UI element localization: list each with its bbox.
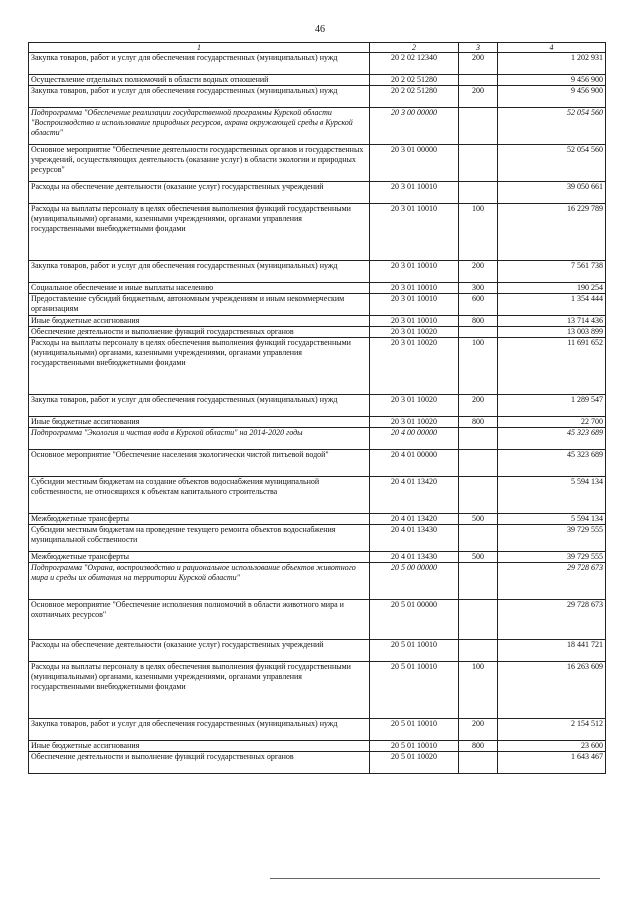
table-row <box>29 338 606 395</box>
row-expense-type <box>459 450 498 477</box>
row-sum: 13 003 899 <box>498 327 606 338</box>
row-sum: 29 728 673 <box>498 563 606 600</box>
row-expense-type: 800 <box>459 417 498 428</box>
table-row <box>29 182 606 204</box>
row-expense-type: 200 <box>459 261 498 283</box>
row-code: 20 4 01 13420 <box>370 514 459 525</box>
row-code: 20 3 01 10010 <box>370 204 459 261</box>
row-sum: 1 289 547 <box>498 395 606 417</box>
row-code: 20 3 01 10010 <box>370 283 459 294</box>
footer-rule <box>270 878 600 879</box>
row-code: 20 4 01 13420 <box>370 477 459 514</box>
row-code: 20 5 01 10010 <box>370 741 459 752</box>
row-sum: 45 323 689 <box>498 428 606 450</box>
table-row <box>29 316 606 327</box>
row-expense-type <box>459 108 498 145</box>
table-row <box>29 294 606 316</box>
row-sum: 190 254 <box>498 283 606 294</box>
row-name: Расходы на выплаты персоналу в целях обеспечения выполнения функций государственными (муниципальными) органами, казенными учреждениями, органами управления государственными внебюджетными фондами <box>29 204 370 261</box>
row-name: Основное мероприятие "Обеспечение исполнения полномочий в области животного мира и охотничьих ресурсов" <box>29 600 370 640</box>
table-row <box>29 204 606 261</box>
row-code: 20 2 02 51280 <box>370 86 459 108</box>
row-code: 20 3 01 10010 <box>370 316 459 327</box>
row-sum: 29 728 673 <box>498 600 606 640</box>
row-expense-type: 200 <box>459 86 498 108</box>
row-code: 20 3 01 10020 <box>370 417 459 428</box>
row-name: Расходы на обеспечение деятельности (оказание услуг) государственных учреждений <box>29 640 370 662</box>
row-expense-type: 100 <box>459 338 498 395</box>
row-code: 20 3 01 10010 <box>370 261 459 283</box>
row-code: 20 5 00 00000 <box>370 563 459 600</box>
row-name: Основное мероприятие "Обеспечение населения экологически чистой питьевой водой" <box>29 450 370 477</box>
row-code: 20 4 01 13430 <box>370 552 459 563</box>
table-row <box>29 395 606 417</box>
row-expense-type: 200 <box>459 395 498 417</box>
row-name: Подпрограмма "Охрана, воспроизводство и рациональное использование объектов животного мира и среды их обитания на территории Курской области" <box>29 563 370 600</box>
table-row <box>29 514 606 525</box>
row-sum: 5 594 134 <box>498 514 606 525</box>
row-sum: 1 354 444 <box>498 294 606 316</box>
table-row <box>29 53 606 75</box>
row-expense-type <box>459 75 498 86</box>
row-sum: 13 714 436 <box>498 316 606 327</box>
row-name: Расходы на выплаты персоналу в целях обеспечения выполнения функций государственными (муниципальными) органами, казенными учреждениями, органами управления государственными внебюджетными фондами <box>29 338 370 395</box>
row-name: Подпрограмма "Экология и чистая вода в Курской области" на 2014-2020 годы <box>29 428 370 450</box>
row-expense-type: 100 <box>459 662 498 719</box>
row-expense-type <box>459 182 498 204</box>
row-code: 20 2 02 51280 <box>370 75 459 86</box>
column-header-code: 2 <box>370 43 459 53</box>
column-header-name: 1 <box>29 43 370 53</box>
page-number: 46 <box>315 24 325 35</box>
row-code: 20 3 01 10020 <box>370 338 459 395</box>
row-expense-type <box>459 640 498 662</box>
row-code: 20 3 00 00000 <box>370 108 459 145</box>
row-sum: 9 456 900 <box>498 75 606 86</box>
row-code: 20 5 01 10010 <box>370 719 459 741</box>
row-name: Расходы на выплаты персоналу в целях обеспечения выполнения функций государственными (муниципальными) органами, казенными учреждениями, органами управления государственными внебюджетными фондами <box>29 662 370 719</box>
table-row <box>29 741 606 752</box>
row-sum: 16 229 789 <box>498 204 606 261</box>
row-expense-type: 200 <box>459 53 498 75</box>
row-name: Закупка товаров, работ и услуг для обеспечения государственных (муниципальных) нужд <box>29 86 370 108</box>
row-expense-type <box>459 752 498 774</box>
row-expense-type <box>459 477 498 514</box>
row-sum: 18 441 721 <box>498 640 606 662</box>
table-row <box>29 327 606 338</box>
row-expense-type: 100 <box>459 204 498 261</box>
row-sum: 9 456 900 <box>498 86 606 108</box>
table-row <box>29 145 606 182</box>
table-header-row <box>29 43 606 53</box>
row-code: 20 3 01 00000 <box>370 145 459 182</box>
row-name: Предоставление субсидий бюджетным, автономным учреждениям и иным некоммерческим организациям <box>29 294 370 316</box>
row-code: 20 5 01 10010 <box>370 662 459 719</box>
column-header-expense-type: 3 <box>459 43 498 53</box>
table-row <box>29 563 606 600</box>
row-code: 20 5 01 10010 <box>370 640 459 662</box>
row-sum: 7 561 738 <box>498 261 606 283</box>
row-sum: 11 691 652 <box>498 338 606 395</box>
row-name: Расходы на обеспечение деятельности (оказание услуг) государственных учреждений <box>29 182 370 204</box>
row-sum: 1 643 467 <box>498 752 606 774</box>
row-expense-type <box>459 563 498 600</box>
row-name: Осуществление отдельных полномочий в области водных отношений <box>29 75 370 86</box>
row-name: Иные бюджетные ассигнования <box>29 417 370 428</box>
table-row <box>29 552 606 563</box>
row-code: 20 5 01 00000 <box>370 600 459 640</box>
table-row <box>29 108 606 145</box>
row-name: Закупка товаров, работ и услуг для обеспечения государственных (муниципальных) нужд <box>29 719 370 741</box>
row-expense-type: 500 <box>459 514 498 525</box>
table-row <box>29 75 606 86</box>
row-sum: 22 700 <box>498 417 606 428</box>
table-row <box>29 752 606 774</box>
row-expense-type: 300 <box>459 283 498 294</box>
table-row <box>29 640 606 662</box>
row-expense-type <box>459 525 498 552</box>
row-sum: 39 050 661 <box>498 182 606 204</box>
table-row <box>29 283 606 294</box>
row-name: Социальное обеспечение и иные выплаты населению <box>29 283 370 294</box>
table-row <box>29 417 606 428</box>
row-sum: 52 054 560 <box>498 145 606 182</box>
table-row <box>29 86 606 108</box>
row-expense-type: 200 <box>459 719 498 741</box>
row-name: Иные бюджетные ассигнования <box>29 316 370 327</box>
row-sum: 16 263 609 <box>498 662 606 719</box>
row-code: 20 4 01 13430 <box>370 525 459 552</box>
row-expense-type: 800 <box>459 741 498 752</box>
row-name: Обеспечение деятельности и выполнение функций государственных органов <box>29 327 370 338</box>
column-header-sum: 4 <box>498 43 606 53</box>
row-name: Закупка товаров, работ и услуг для обеспечения государственных (муниципальных) нужд <box>29 53 370 75</box>
row-expense-type <box>459 600 498 640</box>
row-sum: 2 154 512 <box>498 719 606 741</box>
table-row <box>29 261 606 283</box>
table-row <box>29 662 606 719</box>
row-sum: 39 729 555 <box>498 552 606 563</box>
row-sum: 52 054 560 <box>498 108 606 145</box>
table-row <box>29 719 606 741</box>
row-code: 20 4 00 00000 <box>370 428 459 450</box>
row-expense-type <box>459 145 498 182</box>
row-expense-type: 600 <box>459 294 498 316</box>
row-sum: 39 729 555 <box>498 525 606 552</box>
table-row <box>29 600 606 640</box>
table-row <box>29 477 606 514</box>
row-name: Подпрограмма "Обеспечение реализации государственной программы Курской области "Воспроизводство и использование природных ресурсов, охрана окружающей среды в Курской области" <box>29 108 370 145</box>
row-expense-type: 500 <box>459 552 498 563</box>
row-expense-type <box>459 327 498 338</box>
row-sum: 45 323 689 <box>498 450 606 477</box>
row-expense-type: 800 <box>459 316 498 327</box>
row-code: 20 3 01 10020 <box>370 327 459 338</box>
row-name: Иные бюджетные ассигнования <box>29 741 370 752</box>
table-row <box>29 428 606 450</box>
row-expense-type <box>459 428 498 450</box>
row-sum: 1 202 931 <box>498 53 606 75</box>
row-name: Обеспечение деятельности и выполнение функций государственных органов <box>29 752 370 774</box>
row-code: 20 3 01 10020 <box>370 395 459 417</box>
row-code: 20 3 01 10010 <box>370 294 459 316</box>
row-code: 20 5 01 10020 <box>370 752 459 774</box>
row-name: Субсидии местным бюджетам на создание объектов водоснабжения муниципальной собственности, не относящихся к объектам капитального строительства <box>29 477 370 514</box>
row-name: Межбюджетные трансферты <box>29 552 370 563</box>
row-name: Основное мероприятие "Обеспечение деятельности государственных органов и государственных учреждений, осуществляющих деятельность (оказание услуг) в области экологии и природных ресурсов" <box>29 145 370 182</box>
row-sum: 5 594 134 <box>498 477 606 514</box>
table-row <box>29 525 606 552</box>
row-code: 20 4 01 00000 <box>370 450 459 477</box>
budget-table <box>28 42 606 774</box>
row-name: Закупка товаров, работ и услуг для обеспечения государственных (муниципальных) нужд <box>29 395 370 417</box>
row-sum: 23 600 <box>498 741 606 752</box>
row-code: 20 2 02 12340 <box>370 53 459 75</box>
row-name: Межбюджетные трансферты <box>29 514 370 525</box>
row-name: Субсидии местным бюджетам на проведение текущего ремонта объектов водоснабжения муниципальной собственности <box>29 525 370 552</box>
table-row <box>29 450 606 477</box>
row-code: 20 3 01 10010 <box>370 182 459 204</box>
row-name: Закупка товаров, работ и услуг для обеспечения государственных (муниципальных) нужд <box>29 261 370 283</box>
